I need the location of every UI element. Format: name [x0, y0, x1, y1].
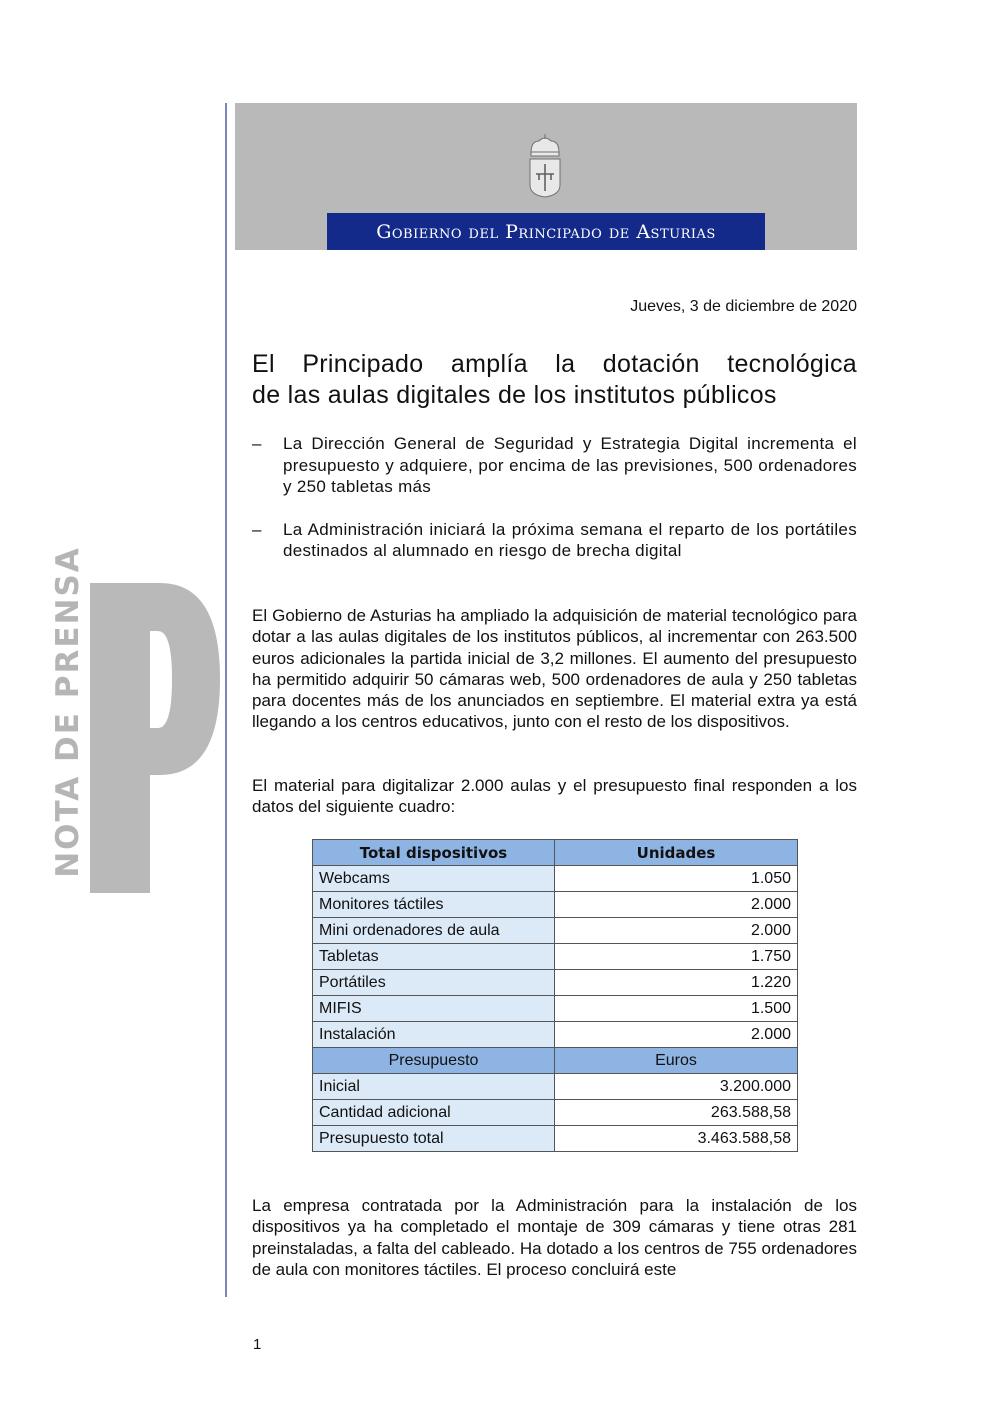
bullet-text: La Administración iniciará la próxima semana el reparto de los portátiles destinados al alumnado en riesgo de brecha digital	[283, 519, 857, 560]
publication-date: Jueves, 3 de diciembre de 2020	[630, 298, 857, 315]
table-cell-label: Instalación	[313, 1022, 555, 1048]
table-row	[313, 970, 798, 996]
table-row	[313, 1022, 798, 1048]
table-cell-value: 1.500	[555, 996, 798, 1022]
table-cell-value: 3.463.588,58	[555, 1126, 798, 1152]
margin-rule	[225, 103, 227, 1297]
table-row	[313, 892, 798, 918]
table-cell-label: Cantidad adicional	[313, 1100, 555, 1126]
letter-p-icon	[90, 583, 220, 893]
table-header-cell: Total dispositivos	[313, 840, 555, 866]
table-cell-label: MIFIS	[313, 996, 555, 1022]
page-number: 1	[253, 1336, 262, 1353]
devices-budget-table	[312, 839, 798, 1152]
summary-bullet	[252, 433, 857, 498]
bullet-text: La Dirección General de Seguridad y Estrategia Digital incrementa el presupuesto y adquiere, por encima de las previsiones, 500 ordenadores y 250 tabletas más	[283, 434, 857, 496]
government-banner: Gobierno del Principado de Asturias	[327, 213, 765, 250]
table-header-cell: Euros	[555, 1048, 798, 1074]
table-row	[313, 918, 798, 944]
table-cell-label: Tabletas	[313, 944, 555, 970]
table-cell-label: Presupuesto total	[313, 1126, 555, 1152]
letterhead	[235, 103, 857, 250]
table-cell-label: Mini ordenadores de aula	[313, 918, 555, 944]
dash-icon: –	[252, 519, 262, 539]
table-cell-label: Monitores táctiles	[313, 892, 555, 918]
press-release-label: NOTA DE PRENSA	[50, 546, 86, 878]
table-cell-value: 1.220	[555, 970, 798, 996]
summary-bullets	[252, 433, 857, 583]
table-subheader-row	[313, 1048, 798, 1074]
table-header-cell: Unidades	[555, 840, 798, 866]
table-row	[313, 1126, 798, 1152]
headline	[252, 349, 857, 411]
table-row	[313, 944, 798, 970]
table-header-cell: Presupuesto	[313, 1048, 555, 1074]
body-paragraph: El material para digitalizar 2.000 aulas y el presupuesto final responden a los datos del siguiente cuadro:	[252, 776, 857, 817]
table-cell-label: Inicial	[313, 1074, 555, 1100]
table-row	[313, 866, 798, 892]
body-paragraph: El Gobierno de Asturias ha ampliado la adquisición de material tecnológico para dotar a las aulas digitales de los institutos públicos, al incrementar con 263.500 euros adicionales la partida inicial de 3,2 millones. El aumento del presupuesto ha permitido adquirir 50 cámaras web, 500 ordenadores de aula y 250 tabletas para docentes más de los anunciados en septiembre. El material extra ya está llegando a los centros educativos, junto con el resto de los dispositivos.	[252, 606, 857, 732]
table-cell-value: 2.000	[555, 1022, 798, 1048]
table-header-row	[313, 840, 798, 866]
table-cell-value: 263.588,58	[555, 1100, 798, 1126]
table-cell-label: Webcams	[313, 866, 555, 892]
dash-icon: –	[252, 434, 262, 453]
table-cell-value: 1.750	[555, 944, 798, 970]
table-cell-label: Portátiles	[313, 970, 555, 996]
summary-bullet	[252, 519, 857, 562]
table-row	[313, 996, 798, 1022]
headline-line-1: El Principado amplía la dotación tecnológica	[252, 350, 857, 378]
asturias-crest-icon	[525, 133, 565, 199]
table-cell-value: 1.050	[555, 866, 798, 892]
body-paragraph: La empresa contratada por la Administración para la instalación de los dispositivos ya ha completado el montaje de 309 cámaras y tiene otras 281 preinstaladas, a falta del cableado. Ha dotado a los centros de 755 ordenadores de aula con monitores táctiles. El proceso concluirá este	[252, 1196, 857, 1279]
headline-line-2: de las aulas digitales de los institutos públicos	[252, 381, 777, 409]
table-cell-value: 2.000	[555, 918, 798, 944]
table-row	[313, 1100, 798, 1126]
table-row	[313, 1074, 798, 1100]
table-cell-value: 2.000	[555, 892, 798, 918]
table-cell-value: 3.200.000	[555, 1074, 798, 1100]
